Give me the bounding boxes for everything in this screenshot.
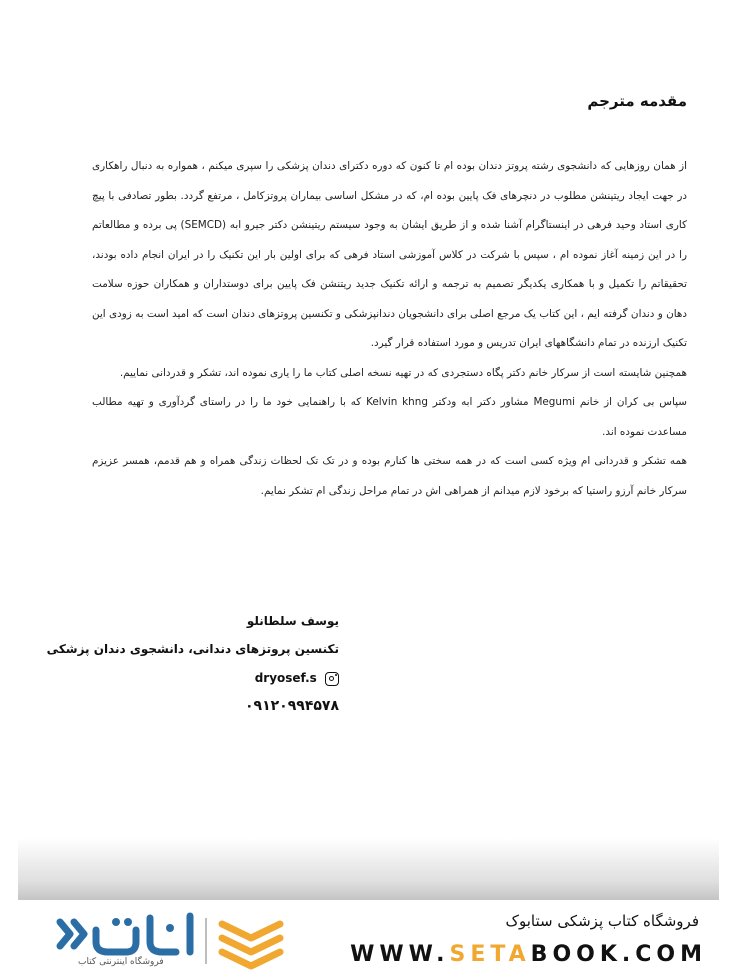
logo-tagline: فروشگاه اینترنتی کتاب	[78, 957, 164, 967]
instagram-contact[interactable]	[39, 664, 339, 692]
paragraph-intro: از همان روزهایی که دانشجوی رشته پروتز دندان بوده ام تا کنون که دوره دکترای دندان پزشکی را سپری میکنم ، همواره به دنبال راهکاری در جهت ایجاد ریتینشن مطلوب در دنچرهای فک پایین بوده ام، که در مشکل اساسی بیماران پروتزکامل ، مرتفع گردد. بطور تصادفی با پیچ کاری استاد وحید فرهی در اینستاگرام آشنا شده و از طریق ایشان به وجود سیستم ریتینشن دکتر جیرو ابه (SEMCD) پی برده و مطالعاتم را در این زمینه آغاز نموده ام ، سپس با شرکت در کلاس آموزشی استاد فرهی که برای اولین بار این تکنیک را در ایران انجام داده بودند، تحقیقاتم را تکمیل و با همکاری یکدیگر تصمیم به ترجمه و ارائه تکنیک جدید ریتنشن فک پایین برای دوستداران و همکاران حوزه سلامت دهان و دندان گرفته ایم ، این کتاب یک مرجع اصلی برای دانشجویان دندانپزشکی و تکنسین پروتزهای دندان است که امید است به زودی این تکنیک ارزنده در تمام دانشگاههای ایران تدریس و مورد استفاده قرار گیرد.	[92, 160, 687, 349]
paragraph-thanks-spouse: همه تشکر و قدردانی ام ویژه کسی است که در همه سختی ها کنارم بوده و در تک تک لحظات زندگی همراه و هم قدمم، همسر عزیزم سرکار خانم آرزو راستیا که برخود لازم میدانم از همراهی اش در تمام مراحل زندگی ام تشکر نمایم.	[92, 455, 687, 497]
url-suffix: BOOK.COM	[530, 942, 707, 967]
url-accent: SETA	[449, 942, 531, 967]
store-url[interactable]	[350, 942, 707, 967]
logo-divider	[205, 918, 207, 964]
signature-role: تکنسین پروتزهای دندانی، دانشجوی دندان پزشکی	[46, 642, 339, 656]
setabook-logo-icon	[52, 908, 202, 964]
phone-number: ۰۹۱۲۰۹۹۴۵۷۸	[245, 698, 339, 714]
paragraph-thanks-dastjerdi: همچنین شایسته است از سرکار خانم دکتر پگاه دستجردی که در تهیه نسخه اصلی کتاب ما را یاری نموده اند، تشکر و قدردانی نماییم.	[119, 366, 687, 379]
paragraph-thanks-megumi: سپاس بی کران از خانم Megumi مشاور دکتر ابه ودکتر Kelvin khng که با راهنمایی خود ما را در راستای گردآوری و تهیه مطالب مساعدت نموده اند.	[92, 396, 687, 438]
signature-block	[39, 608, 339, 720]
instagram-handle: dryosef.s	[254, 671, 317, 685]
store-name: فروشگاه کتاب پزشکی ستابوک	[505, 912, 699, 930]
url-prefix: WWW.	[350, 942, 450, 967]
instagram-icon	[325, 672, 339, 686]
preface-body	[92, 152, 687, 506]
page-title: مقدمه مترجم	[587, 92, 687, 110]
store-footer	[0, 900, 737, 977]
page-shadow	[18, 838, 719, 900]
book-chevron-icon	[216, 914, 286, 972]
signature-name: یوسف سلطانلو	[246, 614, 339, 628]
